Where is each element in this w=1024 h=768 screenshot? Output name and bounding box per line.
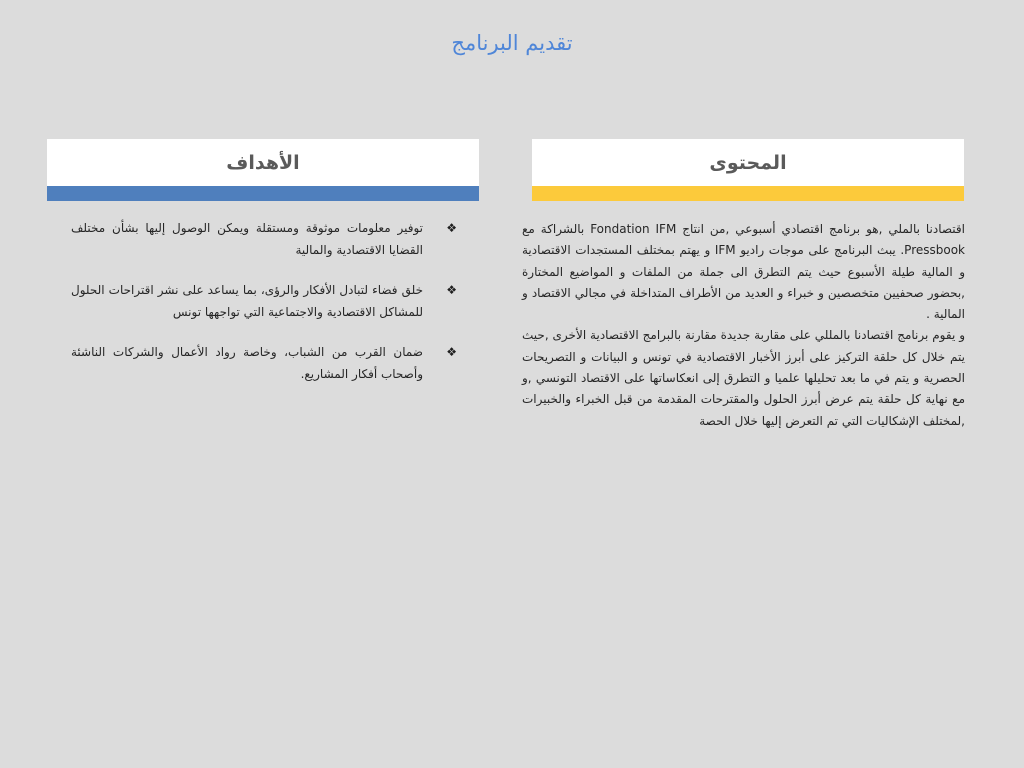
goal-text: توفير معلومات موثوقة ومستقلة ويمكن الوصول إليها بشأن مختلف القضايا الاقتصادية والمالية	[71, 221, 423, 257]
goals-list	[71, 217, 457, 403]
goal-text: ضمان القرب من الشباب، وخاصة رواد الأعمال والشركات الناشئة وأصحاب أفكار المشاريع.	[71, 345, 423, 381]
content-heading: المحتوى	[532, 139, 964, 186]
goals-heading: الأهداف	[47, 139, 479, 186]
goals-panel	[47, 139, 479, 381]
page-title: تقديم البرنامج	[451, 31, 573, 55]
goal-item	[71, 279, 457, 323]
content-paragraph: و يقوم برنامج اقتصادنا بالمللي على مقاربة جديدة مقارنة بالبرامج الاقتصادية الأخرى ,حيث يتم خلال كل حلقة التركيز على أبرز الأخبار الاقتصادية في تونس و البيانات و التصريحات الحصرية و يتم في ما بعد تحليلها علميا و التطرق إلى انعكاساتها على الاقتصاد التونسي ,و مع نهاية كل حلقة يتم عرض أبرز الحلول والمقترحات المقدمة من قبل الخبراء والخبيرات ,لمختلف الإشكاليات التي تم التعرض إليها خلال الحصة	[522, 328, 965, 428]
content-paragraph: اقتصادنا بالملي ,هو برنامج اقتصادي أسبوعي ,من انتاج Fondation IFM بالشراكة مع Pressbook. يبث البرنامج على موجات راديو IFM و يهتم بمختلف المستجدات الاقتصادية و المالية طيلة الأسبوع حيث يتم التطرق الى جملة من الملفات و المواضيع المختارة ,بحضور صحفيين متخصصين و خبراء و العديد من الأطراف المتداخلة في مجالي الاقتصاد و المالية .	[522, 222, 966, 322]
diamond-bullet-icon: ❖	[446, 345, 457, 359]
goals-accent-bar	[47, 186, 479, 201]
goal-text: خلق فضاء لتبادل الأفكار والرؤى، بما يساعد على نشر اقتراحات الحلول للمشاكل الاقتصادية والاجتماعية التي تواجهها تونس	[71, 283, 423, 319]
content-panel	[522, 139, 966, 428]
content-body	[522, 219, 965, 432]
diamond-bullet-icon: ❖	[446, 283, 457, 297]
goal-item	[71, 341, 457, 385]
goal-item	[71, 217, 457, 261]
content-accent-bar	[532, 186, 964, 201]
diamond-bullet-icon: ❖	[446, 221, 457, 235]
